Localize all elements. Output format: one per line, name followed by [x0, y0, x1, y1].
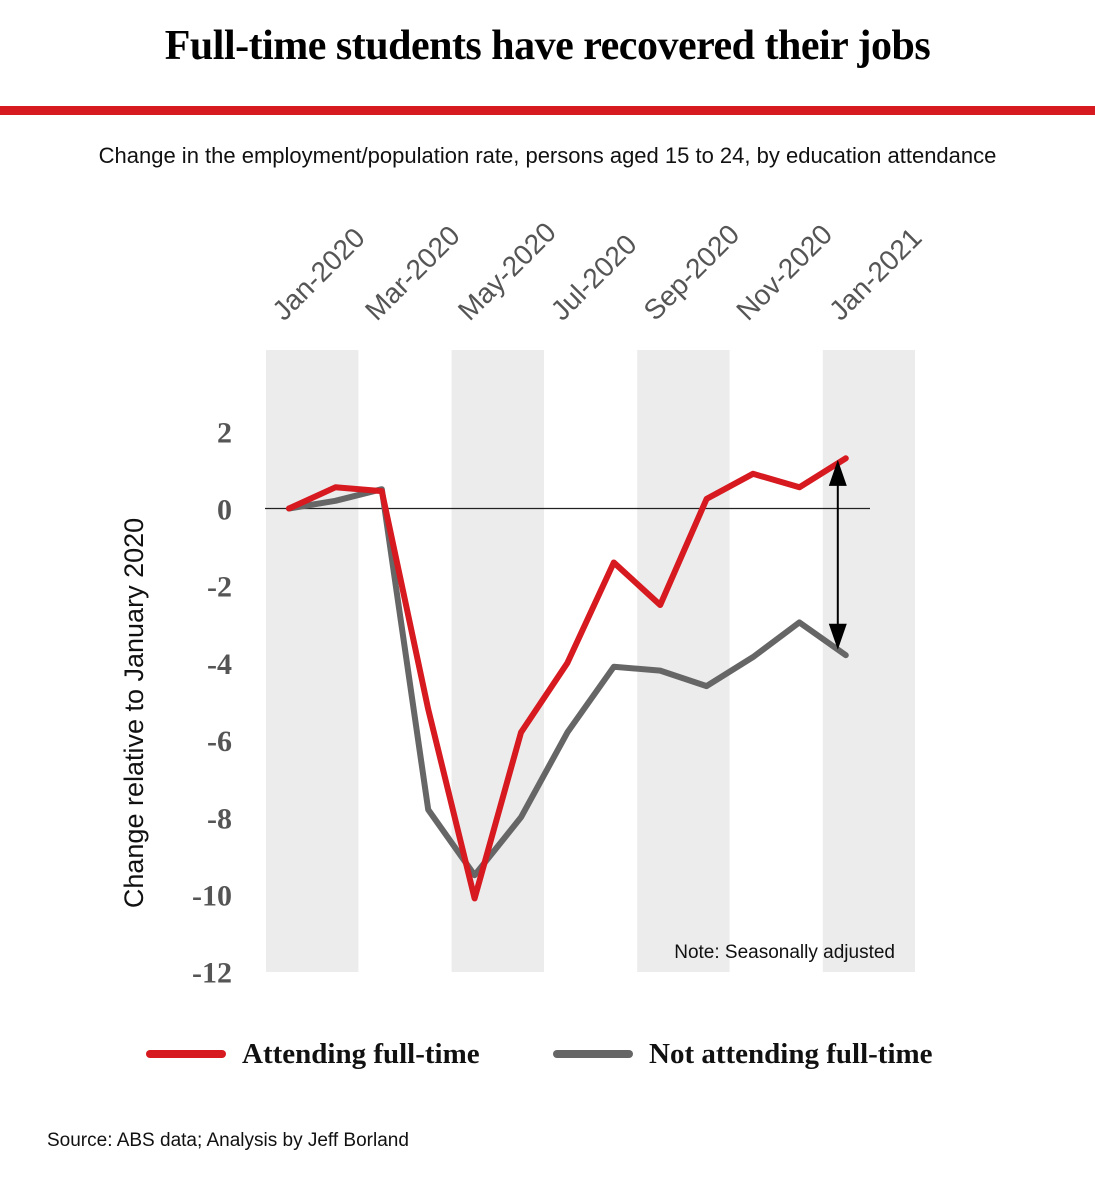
- legend: [0, 1032, 1095, 1076]
- y-tick-label: -10: [192, 879, 232, 913]
- x-tick-labels: [266, 216, 927, 326]
- legend-swatch-grey: [553, 1050, 633, 1058]
- x-tick-label: May-2020: [451, 216, 562, 327]
- series-line-not-attending: [289, 489, 846, 875]
- chart-subtitle: Change in the employment/population rate, persons aged 15 to 24, by education attendance: [98, 143, 997, 168]
- series-line-attending: [289, 458, 846, 898]
- band-3: [823, 350, 915, 972]
- legend-item-attending: [146, 1032, 480, 1076]
- y-tick-label: -2: [207, 570, 232, 604]
- y-tick-label: -12: [192, 956, 232, 990]
- band-1: [452, 350, 544, 972]
- y-tick-label: -8: [207, 802, 232, 836]
- y-tick-label: -6: [207, 725, 232, 759]
- y-tick-label: 0: [217, 493, 232, 527]
- legend-swatch-red: [146, 1050, 226, 1058]
- legend-item-not-attending: [553, 1032, 933, 1076]
- x-tick-label: Mar-2020: [359, 219, 466, 327]
- y-axis-label: Change relative to January 2020: [119, 517, 149, 909]
- y-tick-label: -4: [207, 647, 232, 681]
- legend-label-attending: Attending full-time: [242, 1037, 480, 1070]
- y-tick-label: 2: [217, 416, 232, 450]
- chart-title: Full-time students have recovered their jobs: [164, 23, 931, 69]
- x-tick-label: Jan-2020: [266, 221, 371, 327]
- x-tick-label: Jan-2021: [823, 221, 928, 327]
- source-note: Source: ABS data; Analysis by Jeff Borland: [47, 1130, 409, 1151]
- x-tick-label: Jul-2020: [544, 228, 643, 327]
- band-0: [266, 350, 358, 972]
- x-tick-label: Sep-2020: [637, 218, 746, 327]
- background-bands: [266, 350, 915, 972]
- series-lines: [289, 458, 846, 898]
- x-tick-label: Nov-2020: [730, 218, 839, 327]
- legend-label-not-attending: Not attending full-time: [649, 1037, 933, 1070]
- note-text: Note: Seasonally adjusted: [674, 942, 895, 963]
- y-tick-labels: [192, 416, 232, 989]
- band-2: [637, 350, 729, 972]
